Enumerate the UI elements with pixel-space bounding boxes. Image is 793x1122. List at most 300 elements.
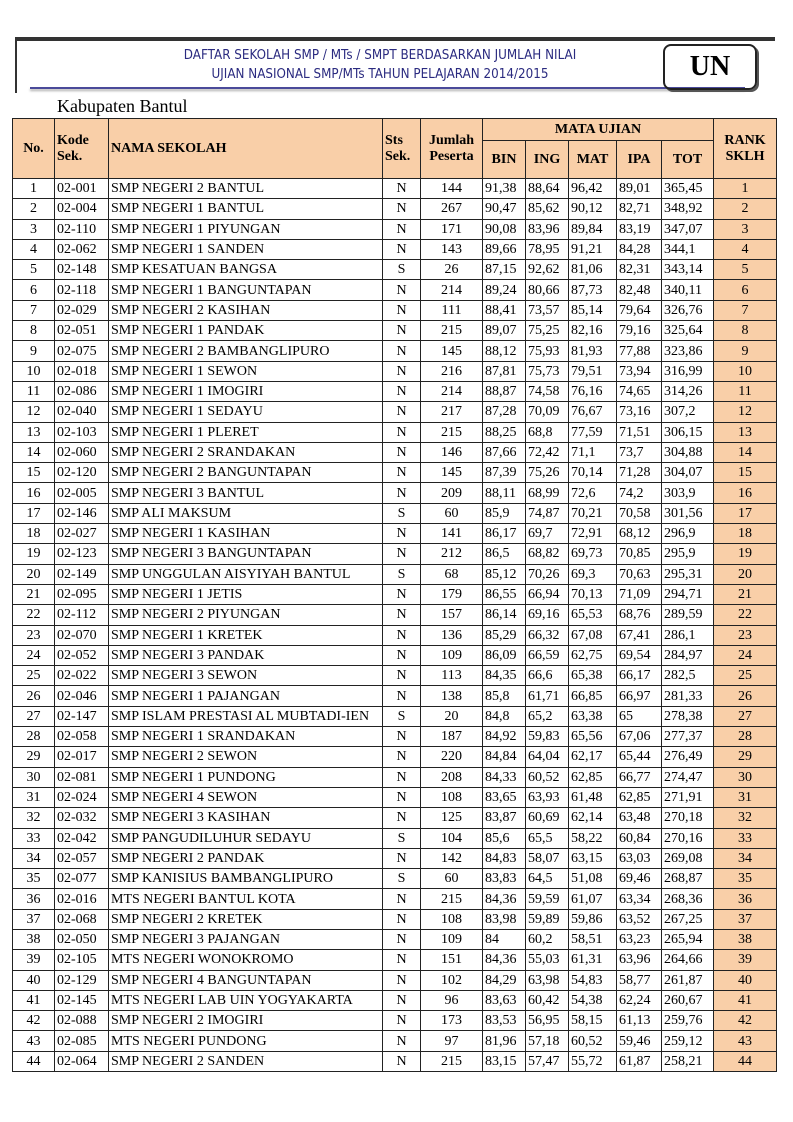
cell-kode: 02-050: [55, 929, 109, 949]
cell-ipa: 61,87: [617, 1051, 662, 1071]
cell-nama: SMP NEGERI 3 SEWON: [109, 666, 383, 686]
cell-tot: 304,07: [662, 463, 714, 483]
table-row: [13, 524, 777, 544]
cell-bin: 89,66: [483, 239, 526, 259]
cell-ing: 73,57: [526, 300, 569, 320]
cell-jumlah: 68: [421, 564, 483, 584]
cell-rank: 20: [714, 564, 777, 584]
cell-kode: 02-032: [55, 808, 109, 828]
cell-rank: 29: [714, 747, 777, 767]
cell-ipa: 82,48: [617, 280, 662, 300]
cell-bin: 84,83: [483, 848, 526, 868]
cell-mat: 58,15: [569, 1011, 617, 1031]
cell-no: 14: [13, 442, 55, 462]
cell-sts: N: [383, 929, 421, 949]
table-row: [13, 1031, 777, 1051]
cell-jumlah: 141: [421, 524, 483, 544]
cell-ipa: 65,44: [617, 747, 662, 767]
table-row: [13, 442, 777, 462]
cell-ing: 75,73: [526, 361, 569, 381]
cell-nama: SMP NEGERI 1 BANTUL: [109, 199, 383, 219]
cell-tot: 314,26: [662, 381, 714, 401]
cell-jumlah: 145: [421, 463, 483, 483]
cell-mat: 54,38: [569, 990, 617, 1010]
cell-ipa: 63,03: [617, 848, 662, 868]
cell-no: 29: [13, 747, 55, 767]
table-row: [13, 686, 777, 706]
cell-ing: 59,83: [526, 727, 569, 747]
cell-sts: N: [383, 422, 421, 442]
cell-kode: 02-057: [55, 848, 109, 868]
table-row: [13, 219, 777, 239]
cell-no: 9: [13, 341, 55, 361]
table-row: [13, 381, 777, 401]
cell-jumlah: 214: [421, 280, 483, 300]
cell-kode: 02-064: [55, 1051, 109, 1071]
cell-tot: 276,49: [662, 747, 714, 767]
cell-kode: 02-027: [55, 524, 109, 544]
cell-jumlah: 109: [421, 929, 483, 949]
cell-ipa: 66,77: [617, 767, 662, 787]
cell-kode: 02-070: [55, 625, 109, 645]
cell-no: 13: [13, 422, 55, 442]
cell-kode: 02-068: [55, 909, 109, 929]
cell-sts: N: [383, 666, 421, 686]
cell-tot: 307,2: [662, 402, 714, 422]
cell-kode: 02-060: [55, 442, 109, 462]
cell-jumlah: 220: [421, 747, 483, 767]
cell-no: 7: [13, 300, 55, 320]
cell-tot: 259,76: [662, 1011, 714, 1031]
cell-bin: 84,8: [483, 706, 526, 726]
cell-ipa: 74,2: [617, 483, 662, 503]
cell-ipa: 67,06: [617, 727, 662, 747]
cell-rank: 30: [714, 767, 777, 787]
cell-ing: 70,26: [526, 564, 569, 584]
table-row: [13, 1051, 777, 1071]
cell-no: 2: [13, 199, 55, 219]
cell-mat: 82,16: [569, 321, 617, 341]
cell-rank: 2: [714, 199, 777, 219]
region-label: Kabupaten Bantul: [57, 96, 188, 116]
table-row: [13, 869, 777, 889]
cell-tot: 258,21: [662, 1051, 714, 1071]
cell-tot: 289,59: [662, 605, 714, 625]
cell-sts: N: [383, 808, 421, 828]
cell-rank: 27: [714, 706, 777, 726]
cell-jumlah: 136: [421, 625, 483, 645]
cell-tot: 259,12: [662, 1031, 714, 1051]
cell-no: 16: [13, 483, 55, 503]
cell-kode: 02-088: [55, 1011, 109, 1031]
cell-kode: 02-103: [55, 422, 109, 442]
cell-ing: 56,95: [526, 1011, 569, 1031]
cell-nama: MTS NEGERI WONOKROMO: [109, 950, 383, 970]
cell-no: 30: [13, 767, 55, 787]
cell-jumlah: 215: [421, 1051, 483, 1071]
cell-ipa: 82,71: [617, 199, 662, 219]
cell-ipa: 82,31: [617, 260, 662, 280]
document-title-line2: UJIAN NASIONAL SMP/MTs TAHUN PELAJARAN 2014/2015: [211, 67, 549, 82]
cell-sts: N: [383, 219, 421, 239]
table-row: [13, 666, 777, 686]
cell-ing: 63,93: [526, 787, 569, 807]
cell-kode: 02-024: [55, 787, 109, 807]
cell-bin: 88,87: [483, 381, 526, 401]
cell-kode: 02-077: [55, 869, 109, 889]
table-row: [13, 828, 777, 848]
cell-ipa: 68,76: [617, 605, 662, 625]
cell-rank: 39: [714, 950, 777, 970]
cell-ing: 75,25: [526, 321, 569, 341]
cell-nama: SMP NEGERI 2 SRANDAKAN: [109, 442, 383, 462]
cell-bin: 83,65: [483, 787, 526, 807]
cell-bin: 86,17: [483, 524, 526, 544]
cell-nama: SMP NEGERI 1 PIYUNGAN: [109, 219, 383, 239]
table-row: [13, 787, 777, 807]
table-row: [13, 199, 777, 219]
cell-rank: 25: [714, 666, 777, 686]
cell-tot: 343,14: [662, 260, 714, 280]
cell-kode: 02-149: [55, 564, 109, 584]
cell-nama: SMP NEGERI 4 BANGUNTAPAN: [109, 970, 383, 990]
cell-sts: N: [383, 524, 421, 544]
cell-bin: 84,84: [483, 747, 526, 767]
cell-jumlah: 60: [421, 869, 483, 889]
cell-no: 38: [13, 929, 55, 949]
table-row: [13, 584, 777, 604]
col-header-mata-ujian: MATA UJIAN: [483, 119, 714, 141]
cell-jumlah: 215: [421, 889, 483, 909]
cell-ing: 61,71: [526, 686, 569, 706]
cell-ing: 68,82: [526, 544, 569, 564]
cell-tot: 306,15: [662, 422, 714, 442]
cell-tot: 281,33: [662, 686, 714, 706]
table-row: [13, 767, 777, 787]
cell-tot: 344,1: [662, 239, 714, 259]
cell-ing: 59,89: [526, 909, 569, 929]
cell-nama: SMP PANGUDILUHUR SEDAYU: [109, 828, 383, 848]
cell-ipa: 70,63: [617, 564, 662, 584]
cell-nama: SMP NEGERI 1 SEDAYU: [109, 402, 383, 422]
cell-no: 23: [13, 625, 55, 645]
cell-tot: 268,87: [662, 869, 714, 889]
table-row: [13, 341, 777, 361]
cell-nama: SMP NEGERI 3 PAJANGAN: [109, 929, 383, 949]
cell-bin: 85,9: [483, 503, 526, 523]
cell-rank: 11: [714, 381, 777, 401]
cell-rank: 3: [714, 219, 777, 239]
table-row: [13, 970, 777, 990]
cell-kode: 02-040: [55, 402, 109, 422]
cell-sts: N: [383, 1031, 421, 1051]
cell-ing: 70,09: [526, 402, 569, 422]
cell-no: 31: [13, 787, 55, 807]
table-row: [13, 645, 777, 665]
cell-tot: 294,71: [662, 584, 714, 604]
cell-ipa: 79,64: [617, 300, 662, 320]
cell-mat: 51,08: [569, 869, 617, 889]
cell-mat: 67,08: [569, 625, 617, 645]
cell-jumlah: 171: [421, 219, 483, 239]
cell-rank: 44: [714, 1051, 777, 1071]
cell-ing: 69,16: [526, 605, 569, 625]
cell-kode: 02-146: [55, 503, 109, 523]
cell-mat: 69,3: [569, 564, 617, 584]
cell-rank: 12: [714, 402, 777, 422]
cell-jumlah: 60: [421, 503, 483, 523]
cell-sts: S: [383, 564, 421, 584]
cell-no: 12: [13, 402, 55, 422]
cell-mat: 58,51: [569, 929, 617, 949]
cell-kode: 02-081: [55, 767, 109, 787]
cell-mat: 65,38: [569, 666, 617, 686]
cell-no: 33: [13, 828, 55, 848]
cell-ing: 66,94: [526, 584, 569, 604]
cell-tot: 261,87: [662, 970, 714, 990]
cell-jumlah: 209: [421, 483, 483, 503]
cell-rank: 35: [714, 869, 777, 889]
cell-ing: 75,26: [526, 463, 569, 483]
cell-nama: SMP KESATUAN BANGSA: [109, 260, 383, 280]
cell-no: 37: [13, 909, 55, 929]
cell-jumlah: 217: [421, 402, 483, 422]
cell-bin: 84,36: [483, 950, 526, 970]
cell-tot: 316,99: [662, 361, 714, 381]
cell-nama: SMP NEGERI 3 KASIHAN: [109, 808, 383, 828]
cell-mat: 70,13: [569, 584, 617, 604]
cell-ipa: 63,23: [617, 929, 662, 949]
cell-ipa: 83,19: [617, 219, 662, 239]
cell-sts: N: [383, 767, 421, 787]
cell-no: 27: [13, 706, 55, 726]
cell-no: 10: [13, 361, 55, 381]
cell-ing: 74,58: [526, 381, 569, 401]
cell-nama: MTS NEGERI BANTUL KOTA: [109, 889, 383, 909]
cell-bin: 88,12: [483, 341, 526, 361]
cell-tot: 277,37: [662, 727, 714, 747]
cell-sts: N: [383, 727, 421, 747]
cell-sts: N: [383, 280, 421, 300]
cell-jumlah: 215: [421, 422, 483, 442]
cell-sts: S: [383, 828, 421, 848]
cell-rank: 41: [714, 990, 777, 1010]
cell-ing: 65,2: [526, 706, 569, 726]
cell-rank: 17: [714, 503, 777, 523]
cell-ipa: 71,51: [617, 422, 662, 442]
cell-mat: 76,16: [569, 381, 617, 401]
cell-kode: 02-086: [55, 381, 109, 401]
cell-nama: SMP NEGERI 2 BANGUNTAPAN: [109, 463, 383, 483]
col-header-mat: MAT: [569, 141, 617, 179]
cell-no: 34: [13, 848, 55, 868]
cell-bin: 87,66: [483, 442, 526, 462]
cell-jumlah: 212: [421, 544, 483, 564]
table-row: [13, 239, 777, 259]
cell-no: 42: [13, 1011, 55, 1031]
cell-ing: 63,98: [526, 970, 569, 990]
cell-mat: 76,67: [569, 402, 617, 422]
cell-no: 1: [13, 179, 55, 199]
cell-ipa: 84,28: [617, 239, 662, 259]
cell-tot: 284,97: [662, 645, 714, 665]
school-ranking-table: [12, 118, 777, 1072]
cell-nama: SMP NEGERI 2 SANDEN: [109, 1051, 383, 1071]
cell-nama: SMP NEGERI 1 PAJANGAN: [109, 686, 383, 706]
cell-rank: 19: [714, 544, 777, 564]
cell-nama: SMP NEGERI 4 SEWON: [109, 787, 383, 807]
cell-bin: 84,29: [483, 970, 526, 990]
cell-bin: 83,87: [483, 808, 526, 828]
cell-ing: 74,87: [526, 503, 569, 523]
cell-ipa: 68,12: [617, 524, 662, 544]
cell-nama: SMP NEGERI 2 KRETEK: [109, 909, 383, 929]
cell-ing: 75,93: [526, 341, 569, 361]
cell-rank: 16: [714, 483, 777, 503]
cell-ipa: 74,65: [617, 381, 662, 401]
cell-no: 8: [13, 321, 55, 341]
cell-nama: SMP UNGGULAN AISYIYAH BANTUL: [109, 564, 383, 584]
cell-ing: 65,5: [526, 828, 569, 848]
cell-rank: 7: [714, 300, 777, 320]
cell-ing: 66,32: [526, 625, 569, 645]
cell-no: 39: [13, 950, 55, 970]
cell-rank: 14: [714, 442, 777, 462]
cell-sts: N: [383, 970, 421, 990]
cell-bin: 89,24: [483, 280, 526, 300]
cell-bin: 84,36: [483, 889, 526, 909]
cell-ipa: 58,77: [617, 970, 662, 990]
cell-rank: 21: [714, 584, 777, 604]
cell-jumlah: 142: [421, 848, 483, 868]
cell-no: 22: [13, 605, 55, 625]
cell-ipa: 69,46: [617, 869, 662, 889]
cell-jumlah: 109: [421, 645, 483, 665]
table-row: [13, 808, 777, 828]
cell-kode: 02-029: [55, 300, 109, 320]
table-row: [13, 706, 777, 726]
cell-sts: S: [383, 706, 421, 726]
cell-mat: 61,07: [569, 889, 617, 909]
cell-nama: SMP NEGERI 2 PANDAK: [109, 848, 383, 868]
cell-bin: 91,38: [483, 179, 526, 199]
cell-sts: N: [383, 990, 421, 1010]
cell-kode: 02-001: [55, 179, 109, 199]
cell-sts: N: [383, 361, 421, 381]
cell-jumlah: 208: [421, 767, 483, 787]
cell-sts: N: [383, 950, 421, 970]
cell-mat: 91,21: [569, 239, 617, 259]
cell-nama: SMP NEGERI 2 SEWON: [109, 747, 383, 767]
table-row: [13, 179, 777, 199]
cell-kode: 02-095: [55, 584, 109, 604]
cell-mat: 72,91: [569, 524, 617, 544]
cell-kode: 02-129: [55, 970, 109, 990]
cell-rank: 4: [714, 239, 777, 259]
cell-mat: 55,72: [569, 1051, 617, 1071]
cell-ing: 58,07: [526, 848, 569, 868]
cell-ipa: 79,16: [617, 321, 662, 341]
cell-ing: 68,8: [526, 422, 569, 442]
cell-sts: N: [383, 442, 421, 462]
cell-nama: SMP NEGERI 2 BANTUL: [109, 179, 383, 199]
cell-kode: 02-145: [55, 990, 109, 1010]
cell-mat: 58,22: [569, 828, 617, 848]
cell-bin: 83,98: [483, 909, 526, 929]
cell-ing: 68,99: [526, 483, 569, 503]
cell-nama: SMP NEGERI 1 BANGUNTAPAN: [109, 280, 383, 300]
cell-bin: 86,14: [483, 605, 526, 625]
cell-tot: 270,18: [662, 808, 714, 828]
cell-ipa: 73,7: [617, 442, 662, 462]
cell-ing: 88,64: [526, 179, 569, 199]
cell-jumlah: 215: [421, 321, 483, 341]
cell-jumlah: 173: [421, 1011, 483, 1031]
cell-sts: N: [383, 686, 421, 706]
cell-sts: N: [383, 300, 421, 320]
cell-jumlah: 125: [421, 808, 483, 828]
table-row: [13, 950, 777, 970]
cell-ipa: 62,85: [617, 787, 662, 807]
cell-sts: N: [383, 584, 421, 604]
table-row: [13, 503, 777, 523]
cell-nama: SMP NEGERI 1 PUNDONG: [109, 767, 383, 787]
cell-ing: 59,59: [526, 889, 569, 909]
cell-no: 25: [13, 666, 55, 686]
cell-mat: 70,14: [569, 463, 617, 483]
table-row: [13, 280, 777, 300]
cell-sts: N: [383, 848, 421, 868]
cell-kode: 02-147: [55, 706, 109, 726]
cell-kode: 02-018: [55, 361, 109, 381]
cell-bin: 87,15: [483, 260, 526, 280]
cell-ing: 55,03: [526, 950, 569, 970]
cell-no: 5: [13, 260, 55, 280]
cell-bin: 85,12: [483, 564, 526, 584]
table-row: [13, 929, 777, 949]
cell-ipa: 69,54: [617, 645, 662, 665]
table-row: [13, 909, 777, 929]
cell-kode: 02-062: [55, 239, 109, 259]
cell-bin: 90,08: [483, 219, 526, 239]
cell-rank: 36: [714, 889, 777, 909]
cell-tot: 274,47: [662, 767, 714, 787]
cell-bin: 85,29: [483, 625, 526, 645]
cell-tot: 271,91: [662, 787, 714, 807]
cell-nama: SMP ALI MAKSUM: [109, 503, 383, 523]
cell-ipa: 63,96: [617, 950, 662, 970]
cell-mat: 81,93: [569, 341, 617, 361]
cell-ipa: 62,24: [617, 990, 662, 1010]
un-badge: UN: [663, 44, 757, 90]
cell-ing: 64,04: [526, 747, 569, 767]
cell-ing: 60,52: [526, 767, 569, 787]
cell-rank: 24: [714, 645, 777, 665]
cell-rank: 9: [714, 341, 777, 361]
cell-no: 18: [13, 524, 55, 544]
cell-no: 43: [13, 1031, 55, 1051]
cell-kode: 02-004: [55, 199, 109, 219]
cell-rank: 28: [714, 727, 777, 747]
cell-bin: 84: [483, 929, 526, 949]
cell-rank: 42: [714, 1011, 777, 1031]
cell-jumlah: 108: [421, 787, 483, 807]
cell-nama: MTS NEGERI LAB UIN YOGYAKARTA: [109, 990, 383, 1010]
cell-sts: N: [383, 321, 421, 341]
cell-nama: SMP NEGERI 3 BANTUL: [109, 483, 383, 503]
cell-bin: 87,81: [483, 361, 526, 381]
cell-sts: N: [383, 1051, 421, 1071]
